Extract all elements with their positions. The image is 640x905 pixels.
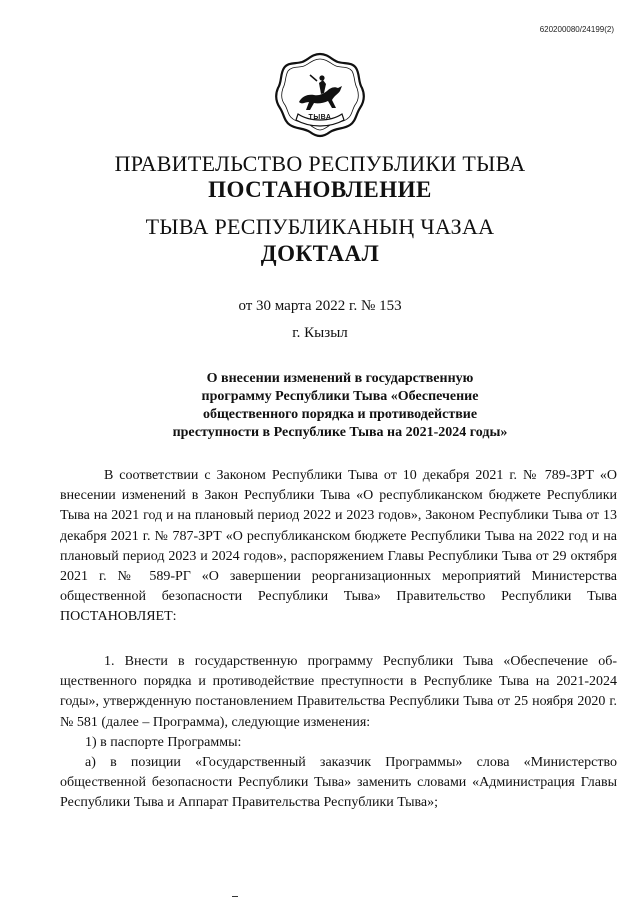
government-title-tyvan: ТЫВА РЕСПУБЛИКАНЫҢ ЧАЗАА [145, 214, 495, 239]
decree-title-tyvan: ДОКТААЛ [260, 241, 380, 266]
tuva-emblem-icon [272, 50, 368, 138]
page-mark [232, 896, 238, 897]
decree-title: ПОСТАНОВЛЕНИЕ [208, 177, 432, 202]
emblem-text: ТЫВА [308, 114, 332, 121]
subject-line: общественного порядка и противодействие [202, 407, 478, 422]
decree-city: г. Кызыл [292, 325, 348, 341]
decree-subject [150, 370, 530, 442]
decree-date-number: от 30 марта 2022 г. № 153 [238, 298, 402, 314]
government-title: ПРАВИТЕЛЬСТВО РЕСПУБЛИКИ ТЫВА [114, 151, 526, 176]
subject-line: преступности в Республике Тыва на 2021-2024 годы» [172, 425, 508, 440]
item-1-1-a-paragraph: а) в позиции «Государственный заказчик Программы» слова «Министерство общественной безопасности Республики Тыва» заменить словами «Администрация Главы Республики Тыва и Аппарат Правительства Республики Тыва»; [60, 755, 617, 811]
item-1-paragraph: 1. Внести в государственную программу Республики Тыва «Обеспечение общественного порядка и противодействие преступности в Республике Тыва на 2021-2024 годы», утвержденную постановлением Правительства Республики Тыва от 25 ноября 2020 г. № 581 (далее – Программа), следующие изменения: [60, 654, 617, 730]
subject-line: программу Республики Тыва «Обеспечение [201, 389, 479, 404]
preamble-paragraph: В соответствии с Законом Республики Тыва от 10 декабря 2021 г. № 789-ЗРТ «О внесении изменений в Закон Республики Тыва «О республиканском бюджете Республики Тыва на 2021 год и на плановый период 2022 и 2023 годов», Законом Республики Тыва от 13 декабря 2021 г. № 787-ЗРТ «О республиканском бюджете Республики Тыва на 2022 год и на плановый период 2023 и 2024 годов», распоряжением Главы Республики Тыва от 29 октября 2021 г. № 589-РГ «О завершении реорганизационных мероприятий Министерства общественной безопасности Республики Тыва» Правительство Республики Тыва ПОСТАНОВЛЯЕТ: [60, 468, 617, 625]
subject-line: О внесении изменений в государственную [206, 371, 474, 386]
document-code: 620200080/24199(2) [539, 25, 614, 34]
item-1-1-paragraph: 1) в паспорте Программы: [85, 735, 242, 750]
